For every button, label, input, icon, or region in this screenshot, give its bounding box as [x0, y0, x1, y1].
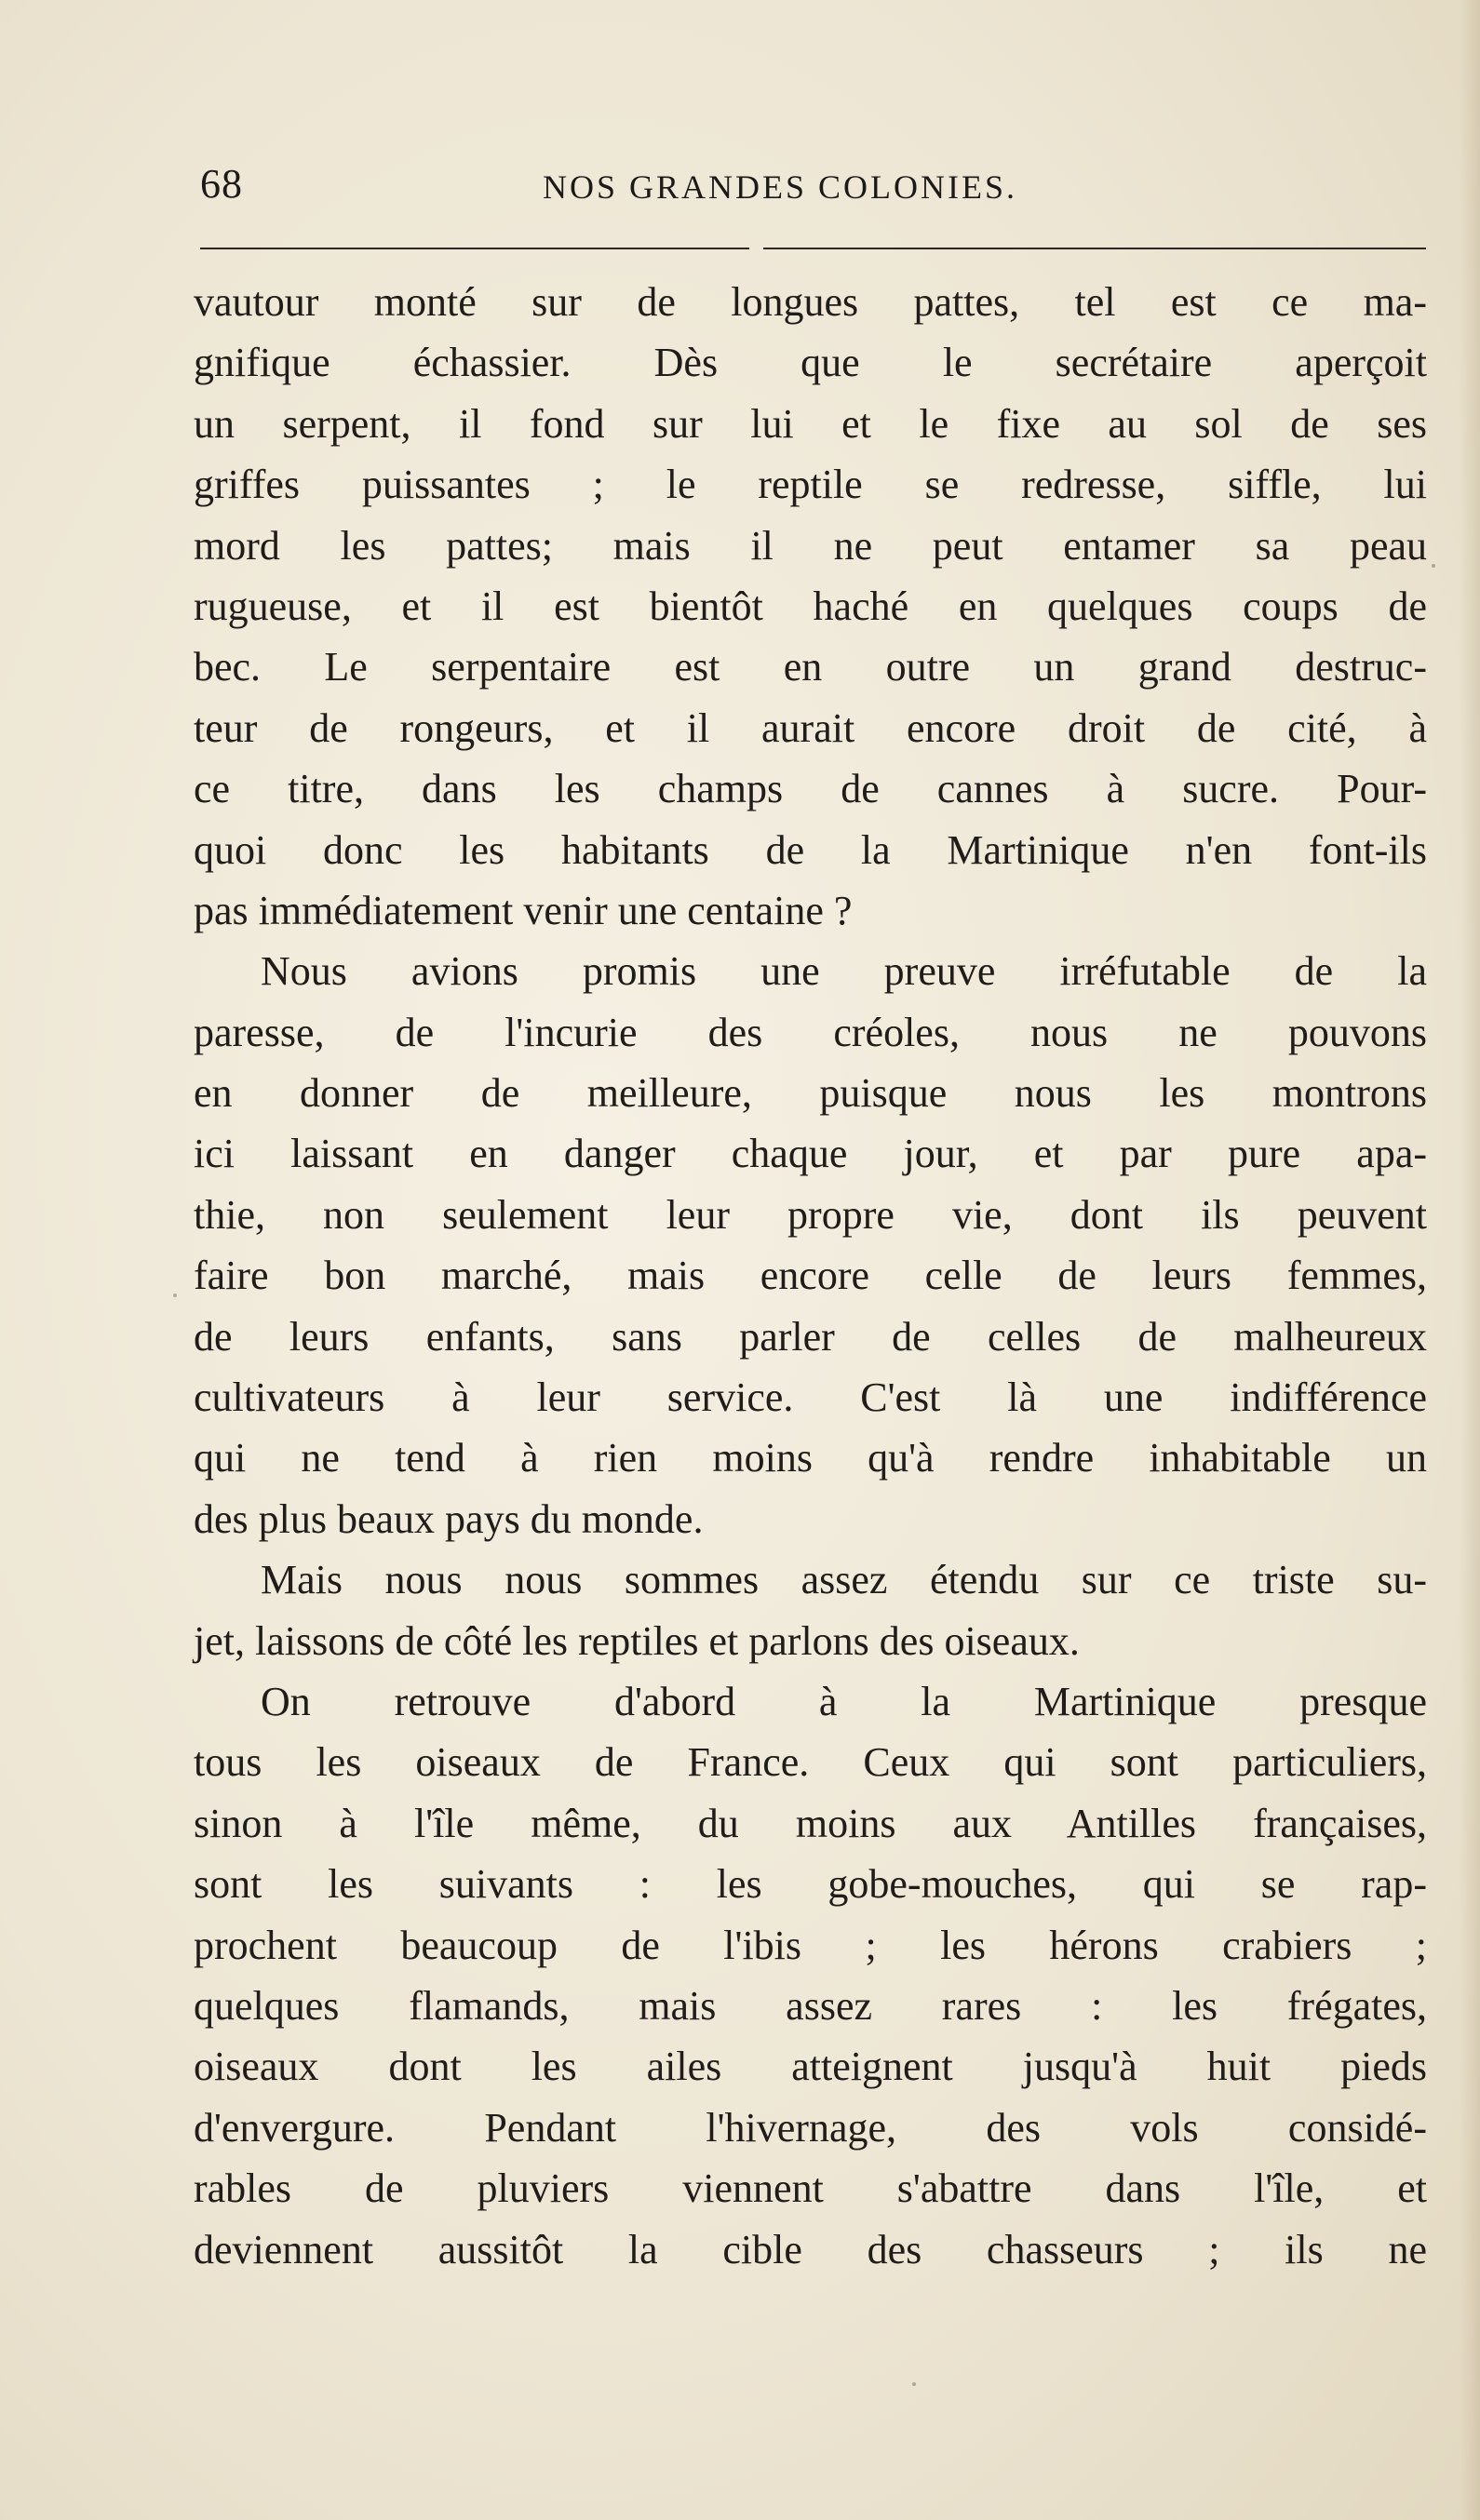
text-line: de leurs enfants, sans parler de celles de malheureux [194, 1313, 1427, 1360]
text-line: prochent beaucoup de l'ibis ; les hérons crabiers ; [194, 1922, 1427, 1968]
header-rule-left [200, 248, 749, 249]
text-line: bec. Le serpentaire est en outre un grand destruc- [194, 644, 1427, 690]
text-line: sont les suivants : les gobe-mouches, qui se rap- [194, 1861, 1427, 1908]
text-line: mord les pattes; mais il ne peut entamer sa peau [194, 522, 1427, 569]
text-line: vautour monté sur de longues pattes, tel est ce ma- [194, 279, 1427, 325]
text-line: quelques flamands, mais assez rares : les frégates, [194, 1982, 1427, 2029]
header-rule-right [763, 248, 1426, 249]
paragraph [194, 1671, 1427, 2280]
text-line: sinon à l'île même, du moins aux Antilles françaises, [194, 1800, 1427, 1846]
text-line: en donner de meilleure, puisque nous les montrons [194, 1070, 1427, 1117]
paragraph [194, 1549, 1427, 1671]
text-line: thie, non seulement leur propre vie, dont ils peuvent [194, 1191, 1427, 1238]
body-text [194, 272, 1427, 2280]
text-line: ici laissant en danger chaque jour, et par pure apa- [194, 1131, 1427, 1177]
print-speck [912, 2382, 916, 2386]
text-line: jet, laissons de côté les reptiles et parlons des oiseaux. [194, 1617, 1080, 1664]
text-line: d'envergure. Pendant l'hivernage, des vols considé- [194, 2104, 1427, 2151]
text-line: On retrouve d'abord à la Martinique presque [261, 1678, 1427, 1724]
text-line: des plus beaux pays du monde. [194, 1495, 704, 1542]
text-line: quoi donc les habitants de la Martinique n'en font-ils [194, 826, 1427, 873]
running-title: NOS GRANDES COLONIES. [543, 168, 1018, 206]
page-number: 68 [200, 161, 243, 207]
text-line: rables de pluviers viennent s'abattre dans l'île, et [194, 2165, 1427, 2212]
paragraph [194, 941, 1427, 1549]
text-line: teur de rongeurs, et il aurait encore droit de cité, à [194, 704, 1427, 751]
text-line: deviennent aussitôt la cible des chasseurs ; ils ne [194, 2226, 1427, 2272]
print-speck [173, 1294, 177, 1297]
text-line: griffes puissantes ; le reptile se redresse, siffle, lui [194, 462, 1427, 508]
text-line: tous les oiseaux de France. Ceux qui sont particuliers, [194, 1739, 1427, 1786]
page-header [200, 160, 1429, 216]
text-line: pas immédiatement venir une centaine ? [194, 887, 853, 933]
text-line: Mais nous nous sommes assez étendu sur ce triste su- [261, 1557, 1427, 1603]
text-line: Nous avions promis une preuve irréfutable de la [261, 948, 1427, 995]
print-speck [1432, 564, 1435, 568]
text-line: oiseaux dont les ailes atteignent jusqu'à huit pieds [194, 2044, 1427, 2090]
text-line: un serpent, il fond sur lui et le fixe au sol de ses [194, 400, 1427, 447]
paragraph [194, 272, 1427, 941]
page-edge-shadow [1460, 0, 1480, 2520]
text-line: qui ne tend à rien moins qu'à rendre inhabitable un [194, 1435, 1427, 1481]
text-line: cultivateurs à leur service. C'est là une indifférence [194, 1374, 1427, 1421]
text-line: paresse, de l'incurie des créoles, nous ne pouvons [194, 1009, 1427, 1055]
text-line: gnifique échassier. Dès que le secrétaire aperçoit [194, 340, 1427, 386]
text-line: faire bon marché, mais encore celle de leurs femmes, [194, 1253, 1427, 1299]
text-line: rugueuse, et il est bientôt haché en quelques coups de [194, 583, 1427, 629]
text-line: ce titre, dans les champs de cannes à sucre. Pour- [194, 766, 1427, 812]
